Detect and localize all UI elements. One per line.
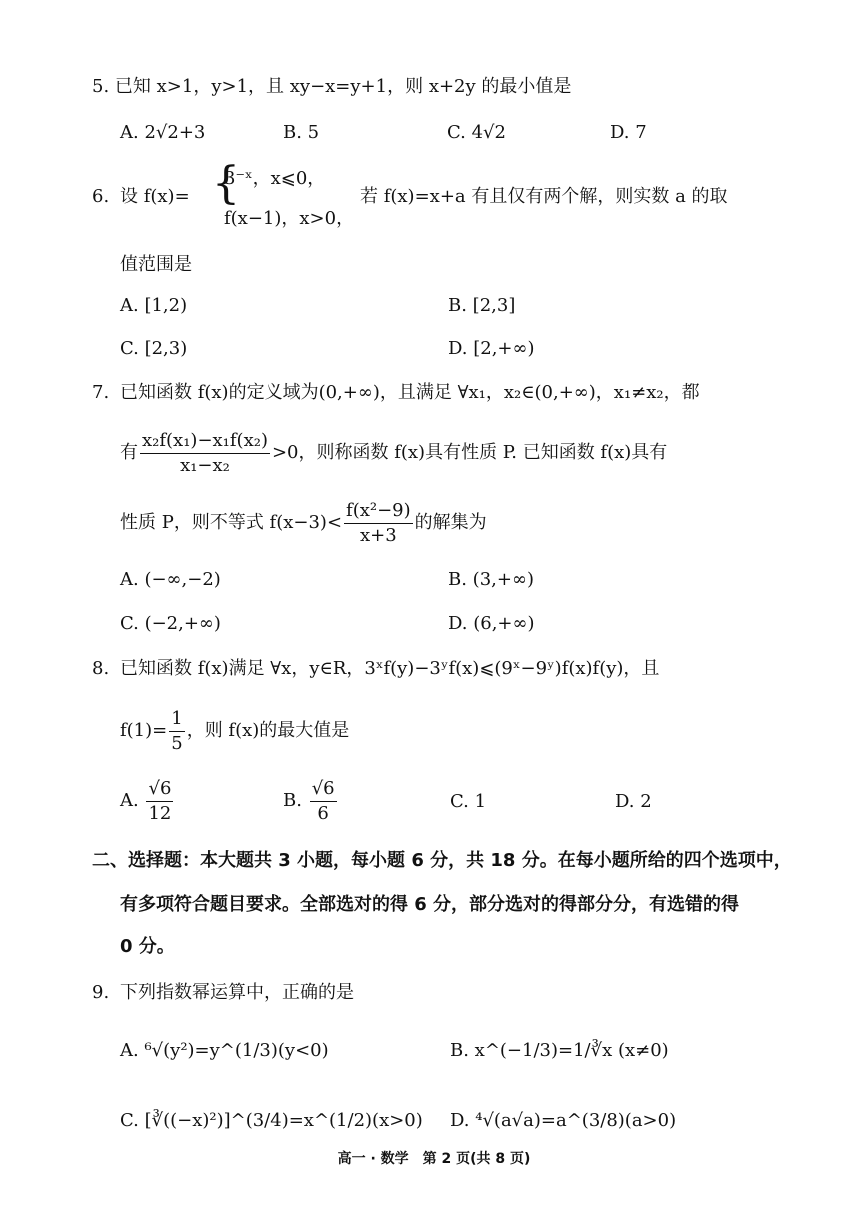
q9-option-b[interactable]: B. x^(−1/3)=1/∛x (x≠0) (450, 1040, 669, 1061)
q7-option-c[interactable]: C. (−2,+∞) (120, 613, 221, 634)
q8-a-num: √6 (146, 778, 173, 802)
q6-option-c[interactable]: C. [2,3) (120, 338, 188, 359)
q7-line2 (120, 430, 667, 476)
q9-option-a[interactable]: A. ⁶√(y²)=y^(1/3)(y<0) (120, 1040, 329, 1061)
q9-stem: 下列指数幂运算中，正确的是 (120, 982, 354, 1003)
q8-option-b-label: B. (283, 790, 302, 812)
q7-frac2-num: f(x²−9) (344, 500, 413, 524)
q8-fraction (169, 708, 184, 754)
q5-number: 5. (92, 76, 110, 97)
q8-option-a-label: A. (120, 790, 139, 812)
q6-option-d[interactable]: D. [2,+∞) (448, 338, 535, 359)
q7-line3 (120, 500, 487, 546)
q8-option-d[interactable]: D. 2 (615, 791, 652, 812)
q9-option-c[interactable]: C. [∛((−x)²)]^(3/4)=x^(1/2)(x>0) (120, 1110, 423, 1131)
q8-num: 8. (92, 658, 110, 679)
q8-option-a-frac (146, 778, 173, 824)
q8-line1: 已知函数 f(x)满足 ∀x，y∈R，3ˣf(y)−3ʸf(x)⩽(9ˣ−9ʸ)f(x)f(y)，且 (120, 658, 660, 679)
q8-b-den: 6 (317, 802, 329, 824)
q8-frac-num: 1 (169, 708, 184, 732)
q7-frac-den: x₁−x₂ (180, 454, 230, 476)
q6-cont: 值范围是 (120, 254, 192, 275)
q5-text: 已知 x>1，y>1，且 xy−x=y+1，则 x+2y 的最小值是 (114, 76, 572, 97)
q8-line2 (120, 708, 349, 754)
q8-option-a[interactable] (120, 778, 175, 824)
q8-b-num: √6 (310, 778, 337, 802)
q7-option-a[interactable]: A. (−∞,−2) (120, 569, 221, 590)
q6-pre: 设 f(x)= (120, 186, 190, 207)
q6-option-b[interactable]: B. [2,3] (448, 295, 516, 316)
q7-line1: 已知函数 f(x)的定义域为(0,+∞)，且满足 ∀x₁，x₂∈(0,+∞)，x₁≠x₂，都 (120, 382, 700, 403)
q8-line2-pre: f(1)= (120, 720, 168, 742)
q7-fraction (140, 430, 270, 476)
q7-option-b[interactable]: B. (3,+∞) (448, 569, 534, 590)
section2-line3: 0 分。 (120, 936, 175, 957)
q5-option-c[interactable]: C. 4√2 (447, 122, 506, 143)
q6-brace: { (212, 158, 240, 209)
q6-case2: f(x−1)，x>0， (224, 208, 355, 229)
q7-option-d[interactable]: D. (6,+∞) (448, 613, 535, 634)
q5-stem (92, 78, 571, 96)
q7-frac2-den: x+3 (359, 524, 397, 546)
q8-option-b-frac (310, 778, 337, 824)
q5-option-d[interactable]: D. 7 (610, 122, 647, 143)
q7-num: 7. (92, 382, 110, 403)
q9-num: 9. (92, 982, 110, 1003)
q6-case1: 3⁻ˣ，x⩽0， (224, 168, 326, 189)
page-footer: 高一 · 数学 第 2 页(共 8 页) (337, 1151, 531, 1167)
q7-line3-pre: 性质 P，则不等式 f(x−3)< (120, 512, 343, 534)
q8-line2-post: ，则 f(x)的最大值是 (186, 720, 350, 742)
q7-line3-post: 的解集为 (414, 512, 487, 534)
q8-option-b[interactable] (283, 778, 339, 824)
q7-frac-num: x₂f(x₁)−x₁f(x₂) (140, 430, 270, 454)
q9-option-d[interactable]: D. ⁴√(a√a)=a^(3/8)(a>0) (450, 1110, 677, 1131)
q6-post: 若 f(x)=x+a 有且仅有两个解，则实数 a 的取 (360, 186, 728, 207)
q7-fraction2 (344, 500, 413, 546)
q8-a-den: 12 (148, 802, 172, 824)
section2-line2: 有多项符合题目要求。全部选对的得 6 分，部分选对的得部分分，有选错的得 (120, 894, 740, 915)
q7-line2-pre: 有 (120, 442, 138, 464)
q8-frac-den: 5 (171, 732, 183, 754)
q8-option-c[interactable]: C. 1 (450, 791, 487, 812)
q6-num: 6. (92, 186, 110, 207)
section2-line1: 二、选择题：本大题共 3 小题，每小题 6 分，共 18 分。在每小题所给的四个选项中， (92, 850, 792, 871)
q5-option-a[interactable]: A. 2√2+3 (120, 122, 206, 143)
q6-option-a[interactable]: A. [1,2) (120, 295, 188, 316)
q7-line2-post: >0，则称函数 f(x)具有性质 P. 已知函数 f(x)具有 (271, 442, 668, 464)
q5-option-b[interactable]: B. 5 (283, 122, 320, 143)
